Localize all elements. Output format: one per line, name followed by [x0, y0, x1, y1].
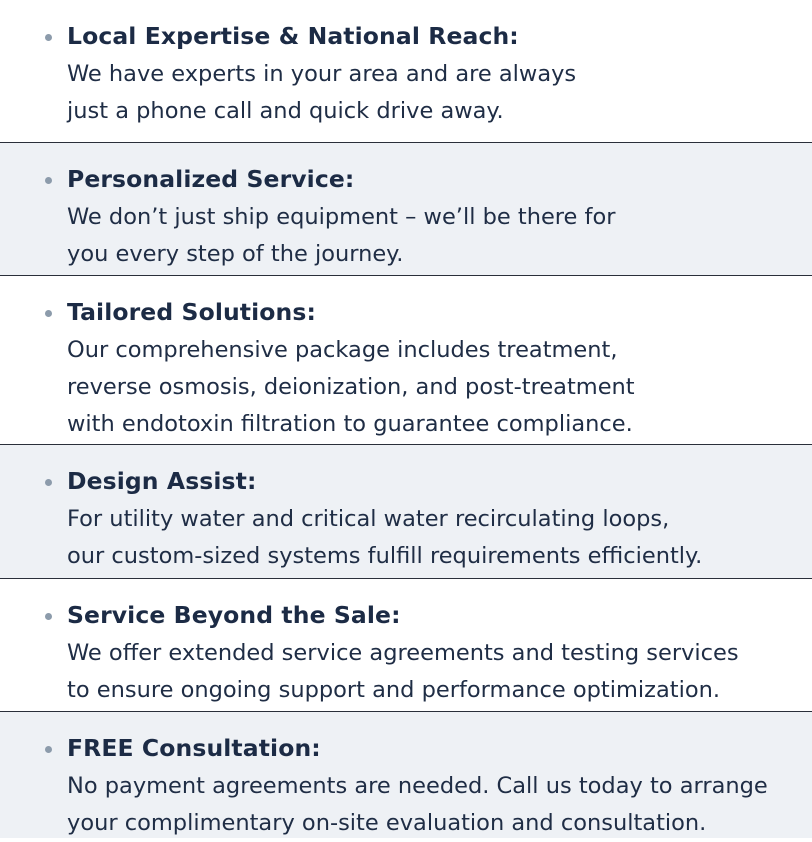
- list-item-personalized-service: [0, 143, 812, 276]
- list-item-service-beyond-sale: [0, 579, 812, 712]
- item-heading: FREE Consultation:: [67, 734, 321, 762]
- bullet-icon: [45, 310, 52, 317]
- item-heading: Service Beyond the Sale:: [67, 601, 401, 629]
- list-item-local-expertise: [0, 0, 812, 143]
- description-line: your complimentary on-site evaluation and consultation.: [67, 810, 707, 836]
- item-description: [67, 56, 792, 130]
- description-line: you every step of the journey.: [67, 241, 404, 267]
- item-heading: Personalized Service:: [67, 165, 355, 193]
- bullet-icon: [45, 177, 52, 184]
- description-line: Our comprehensive package includes treatment,: [67, 337, 618, 363]
- description-line: We don’t just ship equipment – we’ll be there for: [67, 204, 616, 230]
- item-description: [67, 199, 792, 273]
- bullet-icon: [45, 613, 52, 620]
- list-item-design-assist: [0, 445, 812, 579]
- description-line: with endotoxin filtration to guarantee compliance.: [67, 411, 633, 437]
- list-item-tailored-solutions: [0, 276, 812, 445]
- item-description: [67, 635, 792, 709]
- item-description: [67, 501, 792, 575]
- description-line: For utility water and critical water recirculating loops,: [67, 506, 670, 532]
- bullet-icon: [45, 479, 52, 486]
- item-heading: Local Expertise & National Reach:: [67, 22, 519, 50]
- bullet-icon: [45, 34, 52, 41]
- description-line: to ensure ongoing support and performance optimization.: [67, 677, 721, 703]
- description-line: We have experts in your area and are always: [67, 61, 577, 87]
- description-line: reverse osmosis, deionization, and post-treatment: [67, 374, 635, 400]
- description-line: We offer extended service agreements and testing services: [67, 640, 739, 666]
- description-line: just a phone call and quick drive away.: [67, 98, 504, 124]
- description-line: No payment agreements are needed. Call us today to arrange: [67, 773, 768, 799]
- item-heading: Design Assist:: [67, 467, 257, 495]
- item-heading: Tailored Solutions:: [67, 298, 316, 326]
- item-description: [67, 332, 792, 443]
- description-line: our custom-sized systems fulfill requirements efficiently.: [67, 543, 703, 569]
- item-description: [67, 768, 792, 842]
- bullet-icon: [45, 746, 52, 753]
- list-item-free-consultation: [0, 712, 812, 838]
